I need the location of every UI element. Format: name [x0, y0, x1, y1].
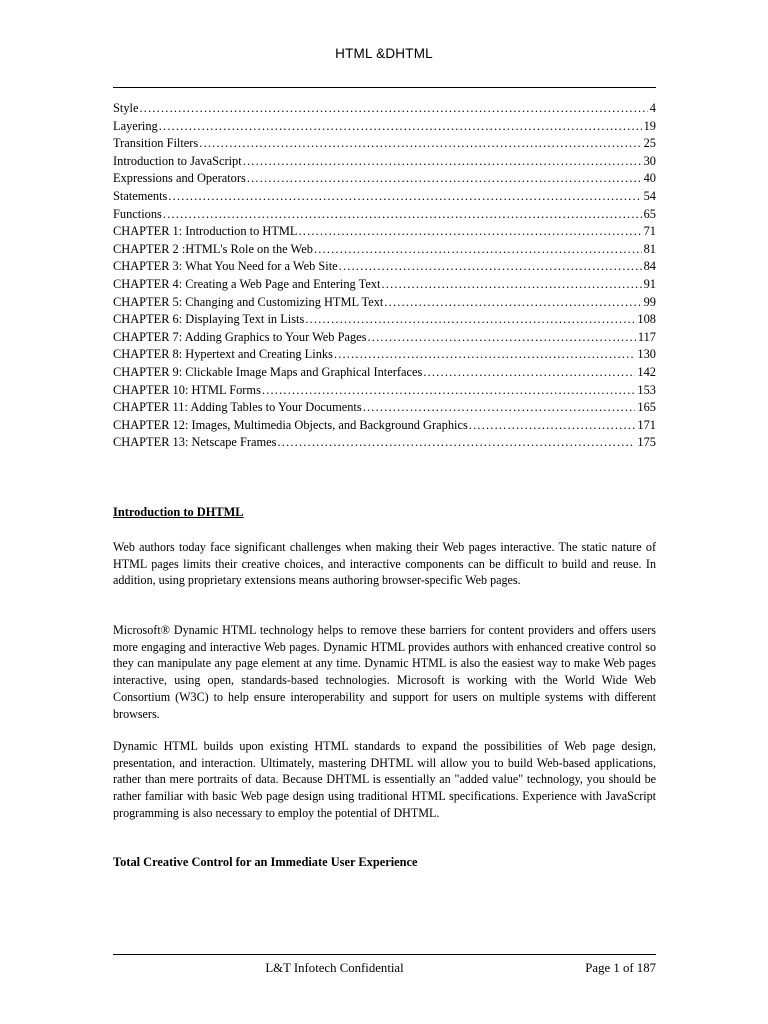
toc-entry-page: 65 — [643, 206, 656, 221]
toc-entry-title: Functions — [113, 206, 162, 221]
toc-entry-title: CHAPTER 2 :HTML's Role on the Web — [113, 241, 313, 256]
toc-entry[interactable] — [113, 135, 656, 153]
toc-entry-title: Layering — [113, 118, 158, 133]
toc-entry-page: 175 — [637, 435, 656, 450]
toc-dot-leader — [334, 346, 636, 364]
toc-entry-title: CHAPTER 1: Introduction to HTML — [113, 224, 298, 239]
toc-entry-page: 54 — [643, 188, 656, 203]
toc-entry-title: CHAPTER 6: Displaying Text in Lists — [113, 312, 305, 327]
toc-entry-title: CHAPTER 7: Adding Graphics to Your Web Pages — [113, 329, 367, 344]
toc-dot-leader — [262, 382, 636, 400]
toc-entry[interactable] — [113, 118, 656, 136]
paragraph-3: Dynamic HTML builds upon existing HTML standards to expand the possibilities of Web page design, presentation, and interaction. Ultimately, mastering DHTML will allow you to build Web-based applications, rather than mere portraits of data. Because DHTML is essentially an "added value" technology, you should be rather familiar with basic Web page design using traditional HTML specifications. Experience with JavaScript programming is also necessary to employ the potential of DHTML. — [113, 739, 656, 820]
toc-dot-leader — [277, 434, 635, 452]
toc-entry-page: 19 — [643, 118, 656, 133]
toc-entry-page: 142 — [637, 364, 656, 379]
toc-entry-page: 84 — [643, 259, 656, 274]
toc-dot-leader — [305, 311, 635, 329]
toc-dot-leader — [139, 100, 647, 118]
toc-entry[interactable] — [113, 276, 656, 294]
toc-entry-title: Introduction to JavaScript — [113, 153, 242, 168]
toc-entry[interactable] — [113, 417, 656, 435]
toc-entry-page: 40 — [643, 171, 656, 186]
paragraph-1: Web authors today face significant challenges when making their Web pages interactive. The static nature of HTML pages limits their creative choices, and interactive components can be difficult to build and reuse. In addition, using proprietary extensions means authoring browser-specific Web pages. — [113, 540, 656, 588]
toc-entry-page: 30 — [643, 153, 656, 168]
toc-dot-leader — [423, 364, 635, 382]
toc-entry-title: Statements — [113, 188, 168, 203]
toc-dot-leader — [243, 153, 642, 171]
toc-entry[interactable] — [113, 434, 656, 452]
toc-entry[interactable] — [113, 364, 656, 382]
toc-entry[interactable] — [113, 100, 656, 118]
toc-entry[interactable] — [113, 170, 656, 188]
toc-dot-leader — [384, 294, 641, 312]
toc-entry-title: CHAPTER 5: Changing and Customizing HTML Text — [113, 294, 384, 309]
table-of-contents — [113, 100, 656, 452]
paragraph-2: Microsoft® Dynamic HTML technology helps to remove these barriers for content providers and offers users more engaging and interactive Web pages. Dynamic HTML provides authors with enhanced creative control so they can manipulate any page element at any time. Dynamic HTML is also the easiest way to make Web pages interactive, using open, standards-based technologies. Microsoft is working with the World Wide Web Consortium (W3C) to help ensure interoperability and support for users on multiple systems with different browsers. — [113, 623, 656, 721]
toc-dot-leader — [469, 417, 636, 435]
toc-entry-title: Style — [113, 101, 139, 115]
toc-entry[interactable] — [113, 206, 656, 224]
toc-dot-leader — [381, 276, 641, 294]
subheading: Total Creative Control for an Immediate User Experience — [113, 855, 418, 869]
toc-entry-page: 25 — [643, 136, 656, 151]
toc-entry-title: Transition Filters — [113, 136, 199, 151]
toc-entry-page: 165 — [637, 400, 656, 415]
toc-dot-leader — [339, 258, 642, 276]
toc-dot-leader — [168, 188, 641, 206]
toc-dot-leader — [163, 206, 642, 224]
toc-entry[interactable] — [113, 329, 656, 347]
toc-entry-page: 71 — [643, 224, 656, 239]
toc-entry-title: CHAPTER 9: Clickable Image Maps and Graphical Interfaces — [113, 364, 423, 379]
toc-entry[interactable] — [113, 223, 656, 241]
toc-entry-page: 171 — [637, 417, 656, 432]
toc-entry-title: CHAPTER 12: Images, Multimedia Objects, and Background Graphics — [113, 417, 468, 432]
header-divider — [113, 87, 656, 88]
toc-entry-page: 99 — [643, 294, 656, 309]
toc-entry-title: CHAPTER 10: HTML Forms — [113, 382, 261, 397]
toc-dot-leader — [159, 118, 642, 136]
toc-entry-title: CHAPTER 13: Netscape Frames — [113, 435, 277, 450]
toc-entry[interactable] — [113, 188, 656, 206]
page-header-title: HTML &DHTML — [335, 46, 433, 61]
toc-entry-page: 91 — [643, 276, 656, 291]
toc-entry[interactable] — [113, 241, 656, 259]
footer-confidential-label: L&T Infotech Confidential — [265, 961, 404, 975]
toc-entry-title: CHAPTER 4: Creating a Web Page and Entering Text — [113, 276, 381, 291]
toc-dot-leader — [367, 329, 635, 347]
toc-entry-page: 81 — [643, 241, 656, 256]
toc-entry[interactable] — [113, 258, 656, 276]
toc-entry-title: Expressions and Operators — [113, 171, 246, 186]
toc-entry-page: 117 — [637, 329, 656, 344]
toc-dot-leader — [199, 135, 641, 153]
toc-dot-leader — [247, 170, 642, 188]
toc-entry-title: CHAPTER 11: Adding Tables to Your Documents — [113, 400, 362, 415]
toc-entry[interactable] — [113, 346, 656, 364]
toc-entry-title: CHAPTER 3: What You Need for a Web Site — [113, 259, 338, 274]
toc-entry[interactable] — [113, 294, 656, 312]
footer-page-number: Page 1 of 187 — [585, 961, 656, 975]
toc-entry-page: 153 — [637, 382, 656, 397]
toc-entry[interactable] — [113, 153, 656, 171]
toc-entry-page: 108 — [637, 312, 656, 327]
toc-entry-title: CHAPTER 8: Hypertext and Creating Links — [113, 347, 333, 362]
section-heading: Introduction to DHTML — [113, 505, 244, 519]
toc-dot-leader — [298, 223, 641, 241]
footer-divider — [113, 954, 656, 955]
toc-entry-page: 130 — [637, 347, 656, 362]
page-footer — [113, 961, 656, 979]
toc-dot-leader — [363, 399, 636, 417]
toc-entry[interactable] — [113, 399, 656, 417]
toc-entry-page: 4 — [649, 101, 656, 115]
toc-entry[interactable] — [113, 311, 656, 329]
toc-dot-leader — [314, 241, 642, 259]
toc-entry[interactable] — [113, 382, 656, 400]
